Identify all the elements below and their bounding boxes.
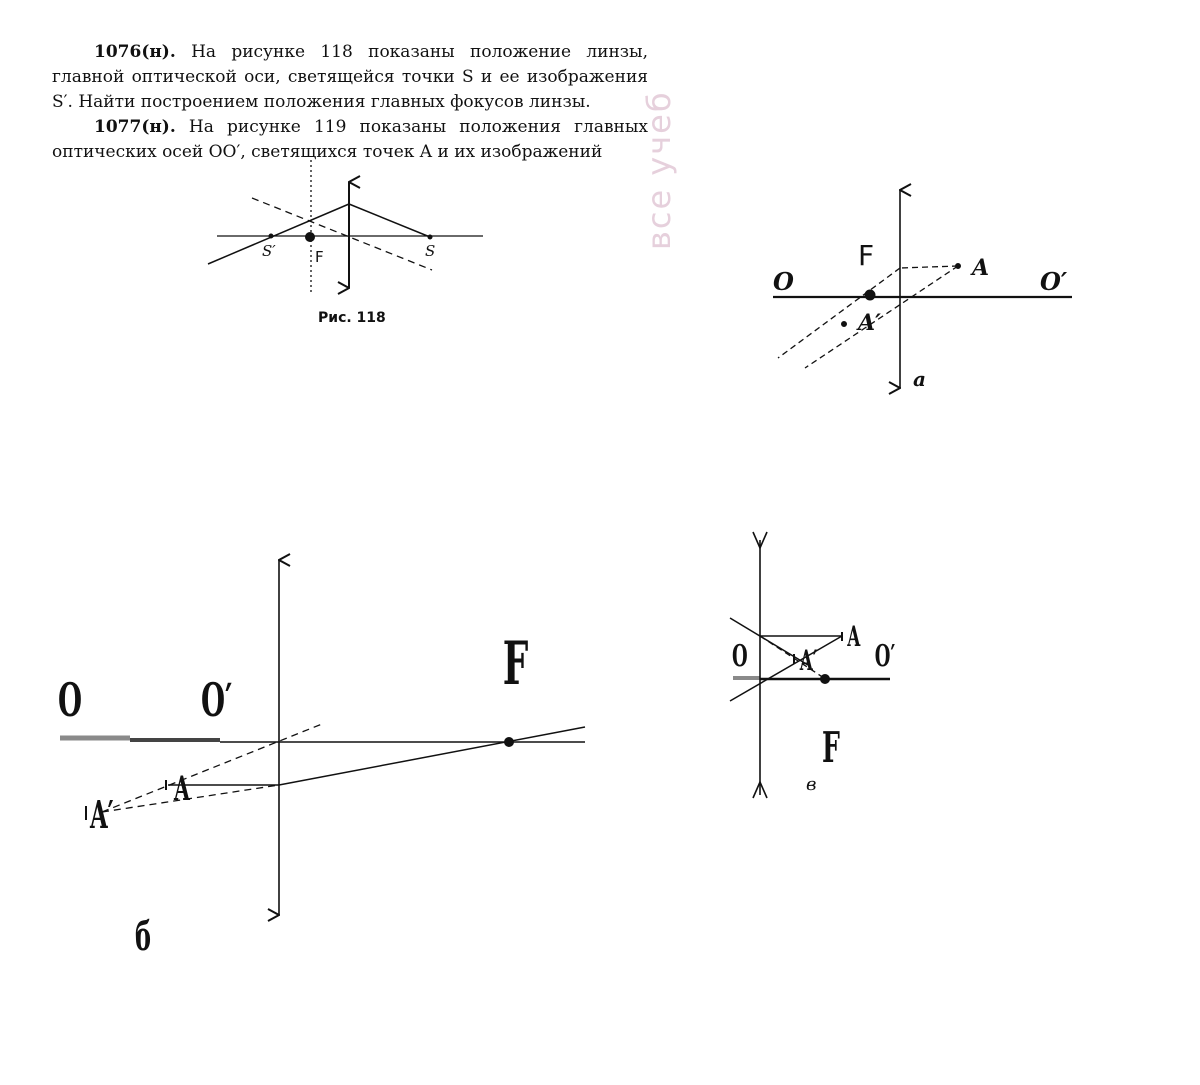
- label-o-prime: O′: [1040, 267, 1068, 296]
- ray-solid: [349, 204, 430, 237]
- label-a-prime: A′: [858, 310, 881, 336]
- ray-dashed: [102, 785, 279, 812]
- label-o-prime: O′: [874, 638, 896, 674]
- label-focus: F: [822, 723, 840, 773]
- label-variant: в: [806, 774, 817, 795]
- label-focus: F: [502, 628, 529, 699]
- label-focus: F: [315, 248, 324, 266]
- label-a: A: [972, 255, 990, 281]
- label-a-prime: A′: [799, 644, 818, 678]
- label-focus: F: [858, 239, 875, 272]
- label-s-prime: S′: [262, 242, 276, 260]
- figure-caption: Рис. 118: [318, 310, 386, 326]
- ray-dashed: [102, 724, 322, 812]
- label-o: O: [773, 267, 794, 296]
- problem-body: На рисунке 119 показаны положения главных оптических осей OO′, светящихся точек A и их изображений: [52, 117, 648, 162]
- label-o: O: [58, 672, 83, 727]
- point-s-prime: [269, 234, 273, 238]
- figure-a: [773, 190, 1072, 388]
- label-variant: б: [135, 912, 152, 960]
- label-o: O: [732, 638, 748, 674]
- point-s: [428, 235, 432, 239]
- label-o-prime: O′: [201, 672, 233, 727]
- ray-dashed: [778, 268, 900, 358]
- focus-point: [820, 674, 830, 684]
- problem-number: 1076(н).: [94, 42, 176, 62]
- label-a: A: [847, 620, 861, 654]
- focus-point: [306, 233, 315, 242]
- ray-dashed: [900, 266, 958, 268]
- label-variant: a: [913, 367, 926, 391]
- label-s: S: [425, 242, 436, 260]
- focus-point: [865, 290, 875, 300]
- ray-solid: [279, 727, 585, 785]
- focus-point: [504, 737, 514, 747]
- problem-body: На рисунке 118 показаны положение линзы, главной оптической оси, светящейся точки S и ее изображения S′. Найти построением положения главных фокусов линзы.: [52, 42, 648, 112]
- ray-solid: [208, 204, 349, 264]
- label-a: A: [174, 768, 190, 809]
- watermark: все учеб: [640, 90, 678, 250]
- label-a-prime: A′: [90, 794, 114, 838]
- point-a-prime: [842, 322, 847, 327]
- point-a: [956, 264, 961, 269]
- problem-number: 1077(н).: [94, 117, 176, 137]
- figure-118: [208, 160, 483, 292]
- figure-b: [60, 560, 585, 915]
